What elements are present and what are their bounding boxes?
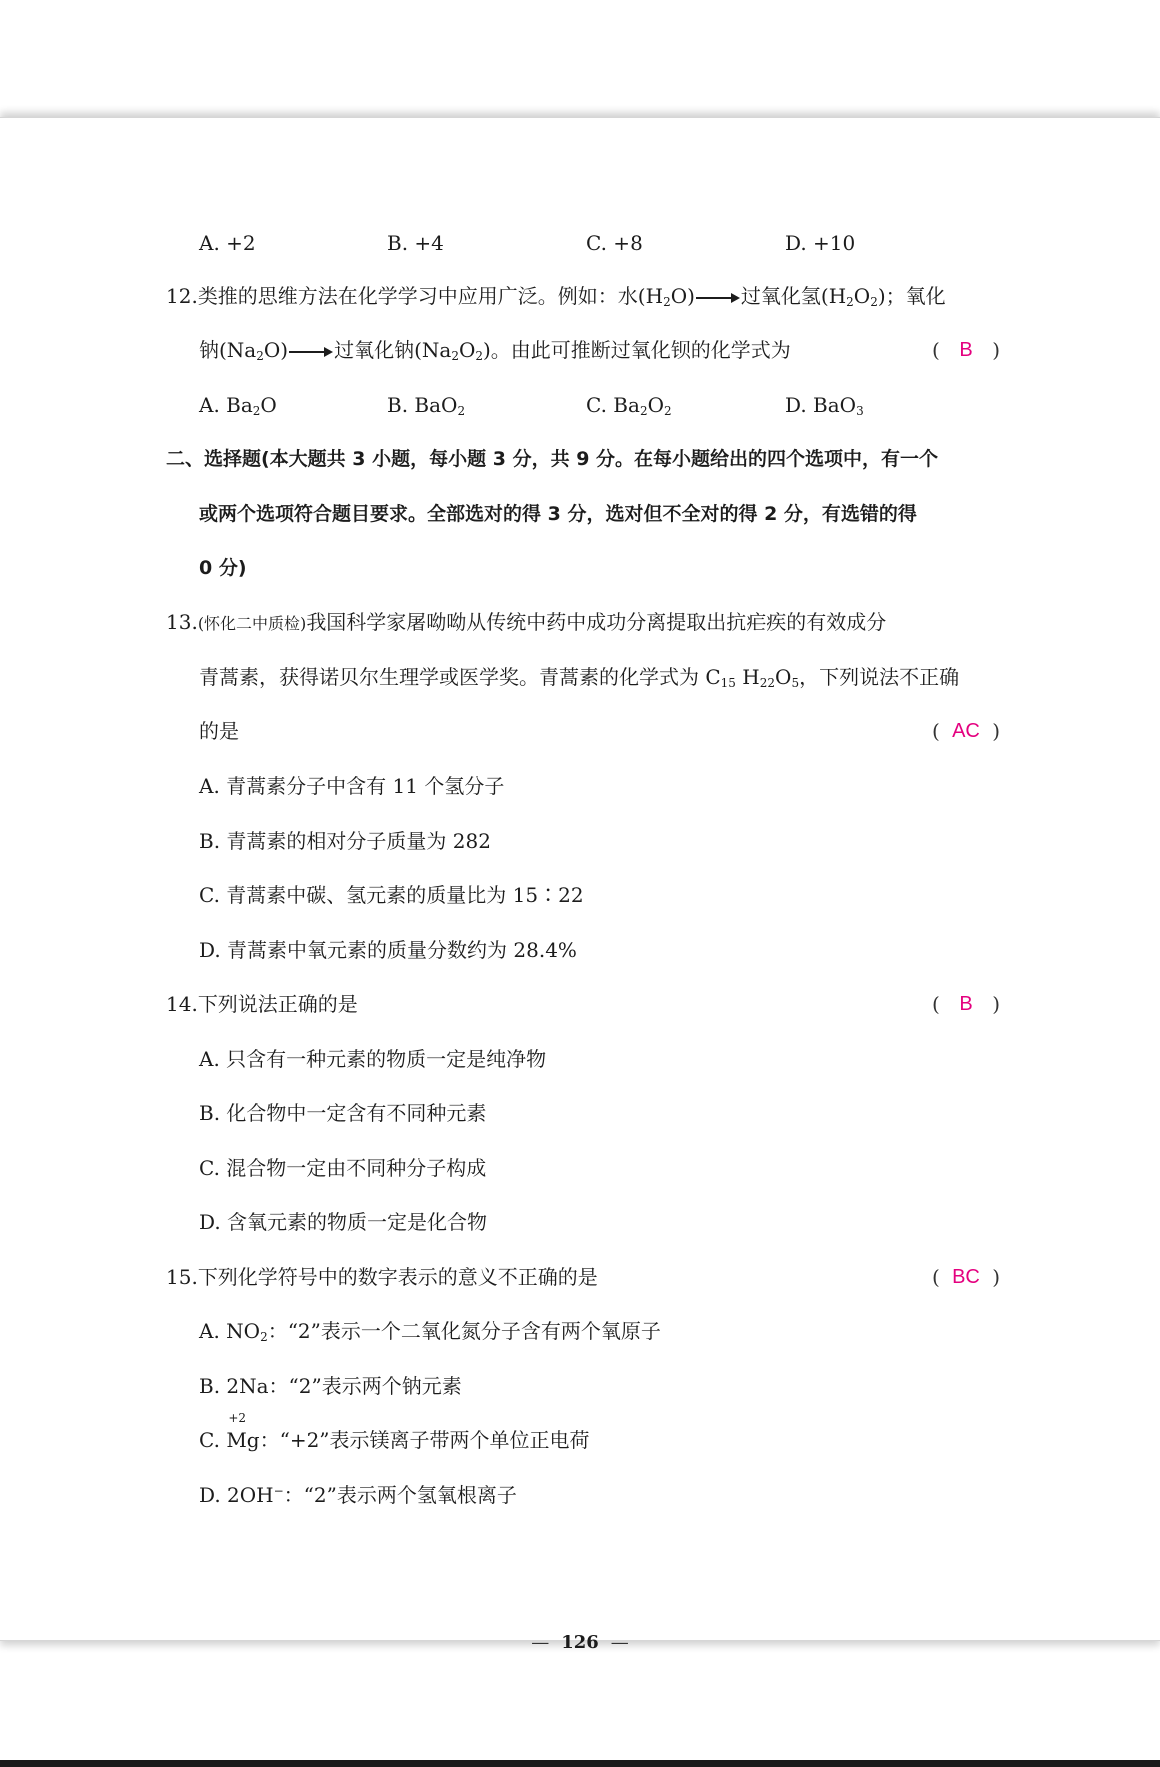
bottom-bar — [0, 1760, 1160, 1767]
reaction-arrow-icon — [289, 347, 333, 357]
q15-answer: BC — [952, 1266, 980, 1288]
q12-line-1: 12.类推的思维方法在化学学习中应用广泛。例如：水$(H_2O)$ 过氧化氢$(H_2O_2)$；氧化 — [166, 284, 946, 309]
section-2-heading-line-3: 0 分) — [199, 557, 247, 579]
q12-option-c: C. $Ba_2O_2$ — [586, 393, 672, 418]
q15-option-d: D. 2OH−：“2”表示两个氢氧根离子 — [199, 1483, 517, 1507]
q15-number: 15. — [166, 1265, 198, 1289]
document-page — [0, 117, 1160, 1653]
q15-option-b: B. 2Na：“2”表示两个钠元素 — [199, 1374, 462, 1398]
q12-answer: B — [959, 339, 973, 361]
q13-option-a: A. 青蒿素分子中含有 11 个氢分子 — [199, 774, 505, 798]
q13-option-d: D. 青蒿素中氧元素的质量分数约为 28.4% — [199, 938, 577, 962]
q13-number: 13. — [166, 610, 198, 634]
q12-option-a: A. $Ba_2O$ — [199, 393, 277, 418]
q14-answer: B — [959, 993, 973, 1015]
q14-option-b: B. 化合物中一定含有不同种元素 — [199, 1101, 487, 1125]
q14-stem: 14.下列说法正确的是 — [166, 992, 358, 1016]
q13-answer-bracket: ( AC ) — [932, 719, 1000, 743]
q11-option-a: A. +2 — [199, 231, 256, 255]
q12-option-d: D. BaO$_3$ — [785, 393, 864, 418]
reaction-arrow-icon — [696, 293, 740, 303]
q13-option-c: C. 青蒿素中碳、氢元素的质量比为 15∶22 — [199, 883, 584, 907]
page-footer: — 126 — — [531, 1632, 629, 1653]
q14-number: 14. — [166, 992, 198, 1016]
q11-option-d: D. +10 — [785, 231, 856, 255]
section-2-heading-line-1: 二、选择题(本大题共 3 小题，每小题 3 分，共 9 分。在每小题给出的四个选项中，有一个 — [166, 448, 939, 470]
q15-option-a: A. $NO_2$：“2”表示一个二氧化氮分子含有两个氧原子 — [199, 1319, 661, 1344]
q12-answer-bracket: ( B ) — [932, 338, 1000, 362]
q13-option-b: B. 青蒿素的相对分子质量为 282 — [199, 829, 491, 853]
page-number: 126 — [561, 1632, 599, 1653]
q15-option-c: C. +2 Mg：“+2”表示镁离子带两个单位正电荷 — [199, 1411, 590, 1452]
mg-valence-symbol: +2 Mg — [226, 1411, 260, 1452]
q12-option-b: B. BaO$_2$ — [387, 393, 466, 418]
q13-line-1: 13.(怀化二中质检)我国科学家屠呦呦从传统中药中成功分离提取出抗疟疾的有效成分 — [166, 610, 887, 634]
q13-source: (怀化二中质检) — [197, 614, 307, 633]
q14-option-a: A. 只含有一种元素的物质一定是纯净物 — [199, 1047, 547, 1071]
q13-line-2: 青蒿素，获得诺贝尔生理学或医学奖。青蒿素的化学式为 $C_{15}$ $H_{22}O_5$，下列说法不正确 — [199, 665, 960, 690]
q13-answer: AC — [952, 720, 980, 742]
q12-number: 12. — [166, 284, 198, 308]
q15-answer-bracket: ( BC ) — [932, 1265, 1000, 1289]
q13-line-3: 的是 — [199, 719, 239, 743]
q12-line-2: 钠$(Na_2O)$ 过氧化钠$(Na_2O_2)$。由此可推断过氧化钡的化学式为 — [199, 338, 791, 363]
q14-option-c: C. 混合物一定由不同种分子构成 — [199, 1156, 487, 1180]
section-2-heading-line-2: 或两个选项符合题目要求。全部选对的得 3 分，选对但不全对的得 2 分，有选错的得 — [199, 503, 917, 525]
q14-option-d: D. 含氧元素的物质一定是化合物 — [199, 1210, 488, 1234]
q14-answer-bracket: ( B ) — [932, 992, 1000, 1016]
q11-option-b: B. +4 — [387, 231, 444, 255]
q15-stem: 15.下列化学符号中的数字表示的意义不正确的是 — [166, 1265, 598, 1289]
q11-option-c: C. +8 — [586, 231, 643, 255]
